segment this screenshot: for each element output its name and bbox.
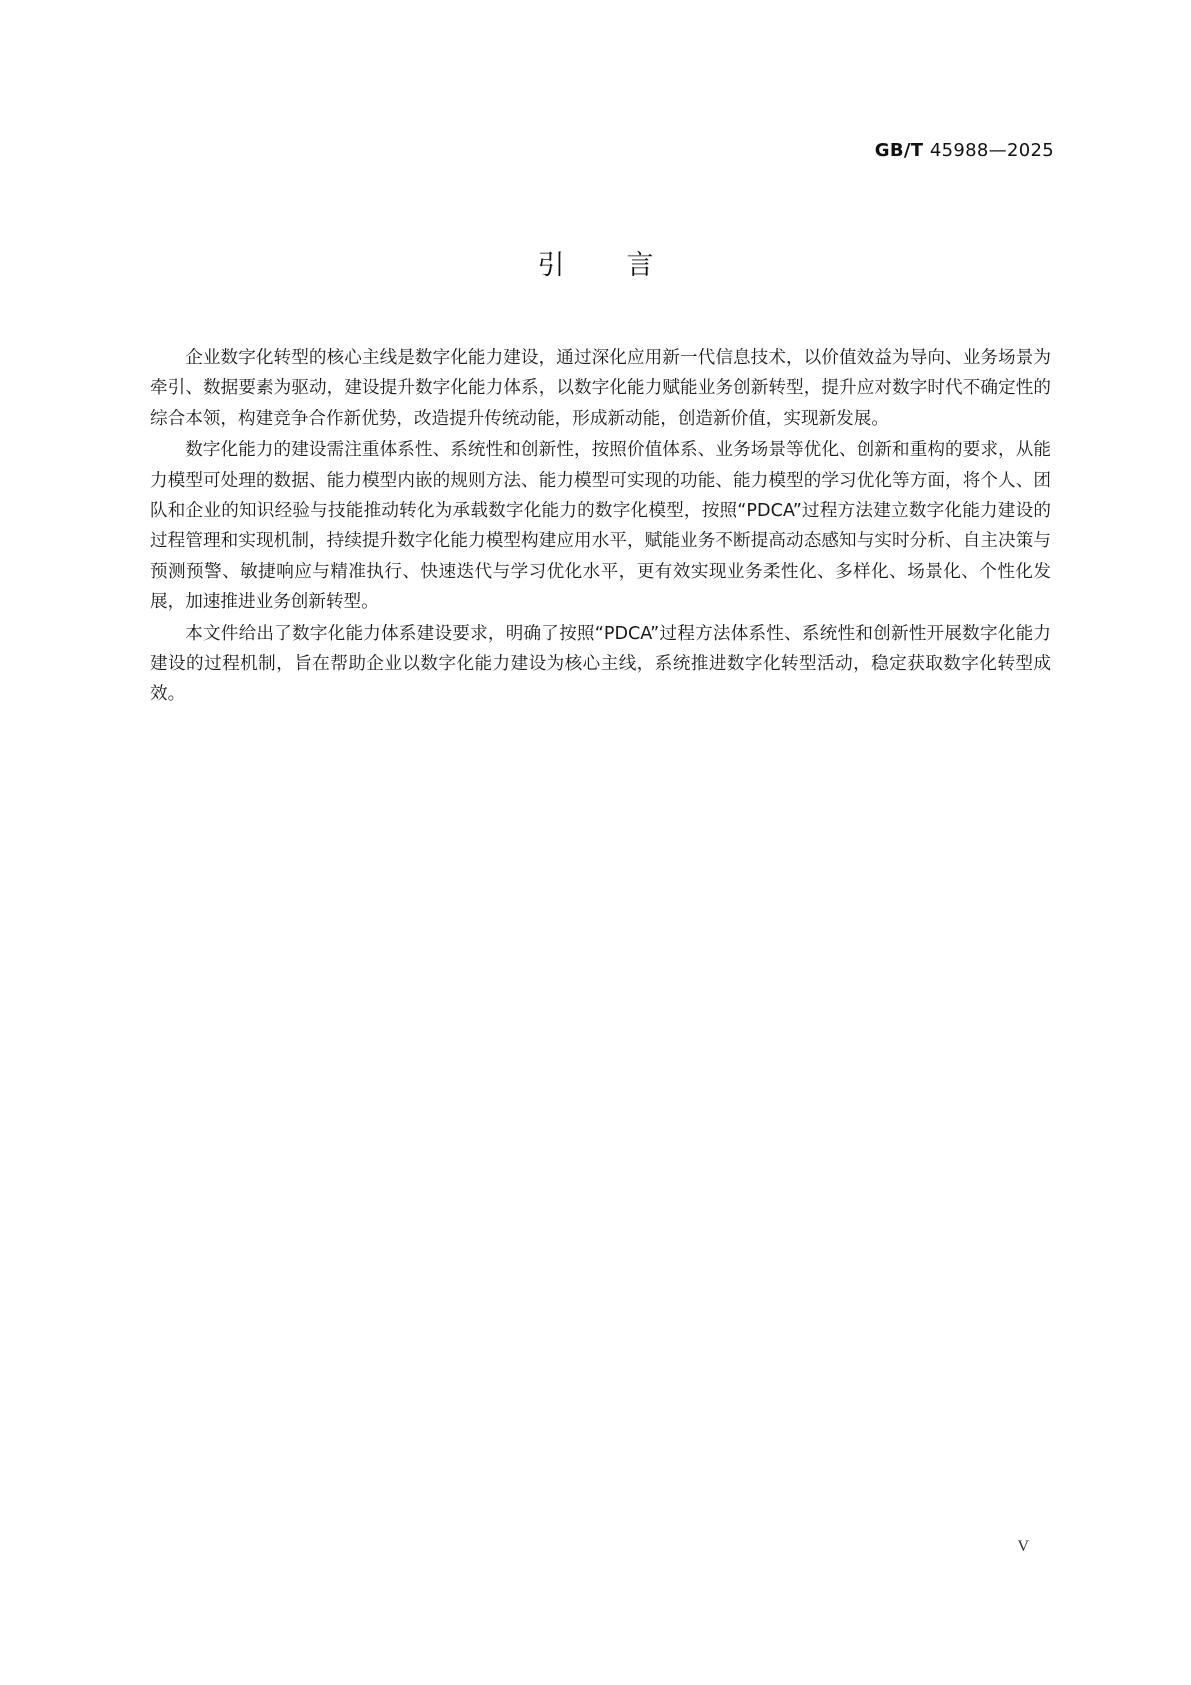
standard-prefix: GB/T [874,140,924,161]
paragraph-2: 数字化能力的建设需注重体系性、系统性和创新性，按照价值体系、业务场景等优化、创新和重构的要求，从能力模型可处理的数据、能力模型内嵌的规则方法、能力模型可实现的功能、能力模型的学习优化等方面，将个人、团队和企业的知识经验与技能推动转化为承载数字化能力的数字化模型，按照“PDCA”过程方法建立数字化能力建设的过程管理和实现机制，持续提升数字化能力模型构建应用水平，赋能业务不断提高动态感知与实时分析、自主决策与预测预警、敏捷响应与精准执行、快速迭代与学习优化水平，更有效实现业务柔性化、多样化、场景化、个性化发展，加速推进业务创新转型。 [150,440,1051,613]
page-title: 引言 [537,250,716,281]
paragraph-3: 本文件给出了数字化能力体系建设要求，明确了按照“PDCA”过程方法体系性、系统性和创新性开展数字化能力建设的过程机制，旨在帮助企业以数字化能力建设为核心主线，系统推进数字化转型活动，稳定获取数字化转型成效。 [150,623,1051,705]
standard-number: 45988—2025 [929,140,1054,161]
page-number: V [1017,1538,1029,1555]
standard-code [875,140,1054,161]
body-text [150,343,1051,711]
paragraph-1: 企业数字化转型的核心主线是数字化能力建设，通过深化应用新一代信息技术，以价值效益为导向、业务场景为牵引、数据要素为驱动，建设提升数字化能力体系，以数字化能力赋能业务创新转型，提升应对数字时代不确定性的综合本领，构建竞争合作新优势，改造提升传统动能，形成新动能，创造新价值，实现新发展。 [150,348,1051,429]
